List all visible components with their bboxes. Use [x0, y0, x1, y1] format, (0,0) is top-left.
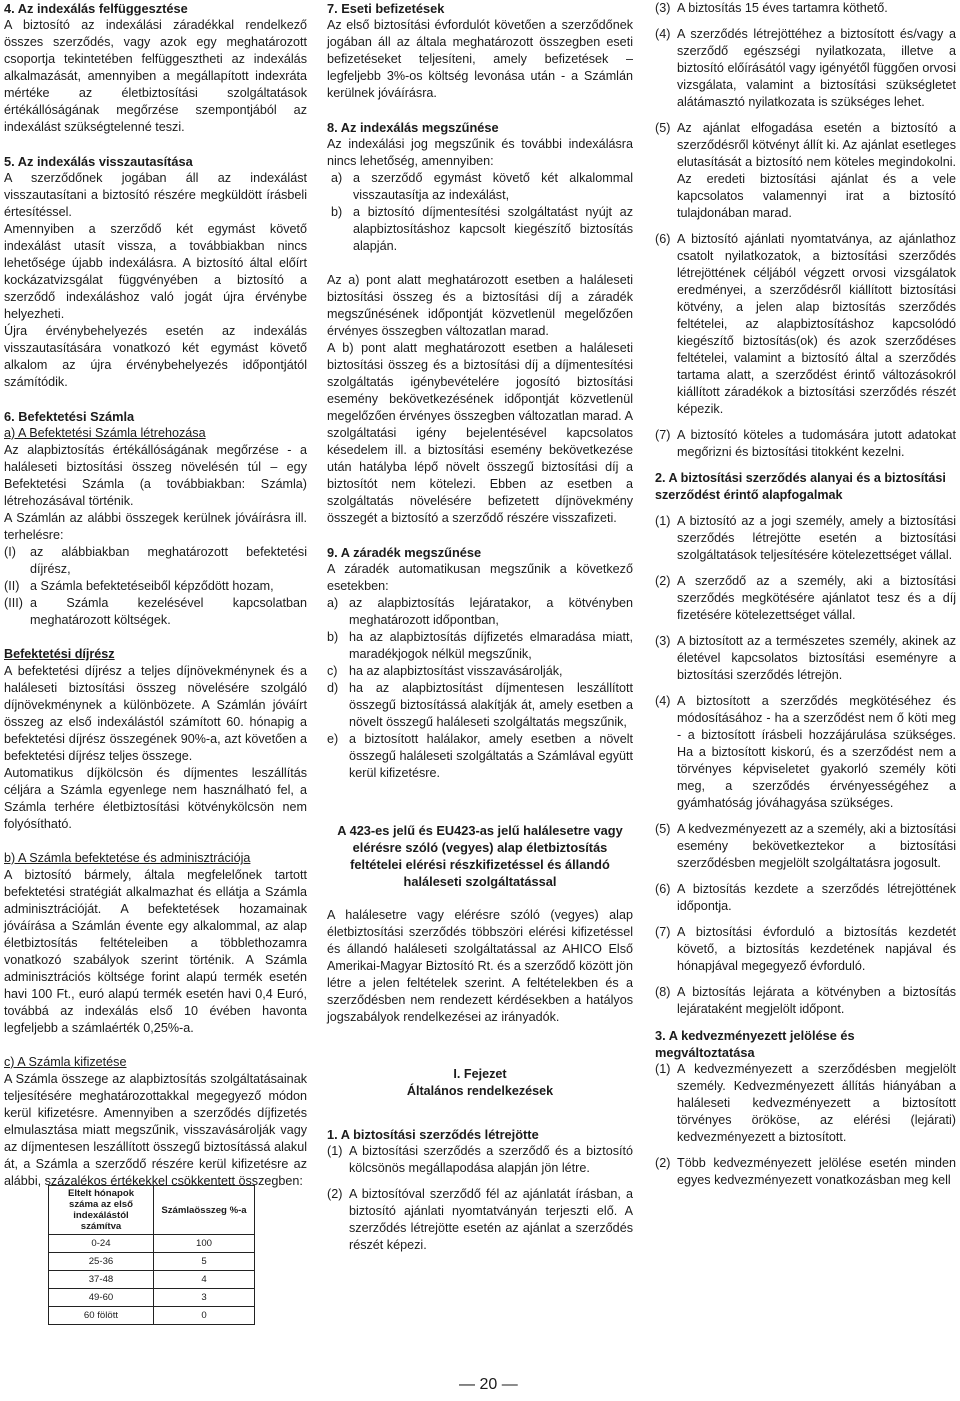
item-text: A biztosító ajánlati nyomtatványa, az ajánlathoz csatolt nyilatkozatok, a biztosítási szerződés létrejöttének céljából végzett orvosi vizsgálatok eredményei, a szerződésről kiállított biztosítási kötvény, a jelen alap biztosítás szerződés feltételei, az alapbiztosításhoz kapcsolódó kiegészítő biztosítás(ok) és azok szerződéses feltételei, valamint a biztosító által a szerződés tartama alatt, a szerződést érintő változásokról kiállított záradékok a biztosítási szerződés részét képezik.: [677, 232, 956, 416]
column-left: [4, 0, 307, 1190]
section-9-text: A záradék automatikusan megszűnik a következő esetekben:: [327, 562, 633, 593]
item-number: (3): [655, 1, 671, 15]
numbered-item: [655, 1155, 956, 1189]
item-number: (1): [655, 1062, 671, 1076]
item-number: (6): [655, 232, 671, 246]
item-text: A biztosító köteles a tudomására jutott adatokat megőrizni és biztosítási titokként kezelni.: [677, 428, 956, 459]
list-item-text: az alábbiakban meghatározott befektetési díjrész,: [30, 545, 307, 576]
section-2-list: [655, 513, 956, 1018]
list-item: [327, 731, 633, 782]
policy-intro: A halálesetre vagy elérésre szóló (vegyes) alap életbiztosítási szerződés többszöri elérési kifizetéssel és állandó haláleseti szolgáltatással az AHICO Első Amerikai-Magyar Biztosító Rt. és a szerződő között jön létre a jelen feltételek szerint. A feltételekben és a szerződésben nem rendezett kérdésekben a hatályos jogszabályok rendelkezései az irányadók.: [327, 908, 633, 1024]
list-item-text: ha az alapbiztosítást díjmentesen leszállított összegű biztosítássá alakítják át, amely esetben a növelt összegű haláleseti szolgáltatás megszűnik,: [349, 681, 633, 729]
table-row: [49, 1289, 255, 1307]
table-row: [49, 1235, 255, 1253]
numbered-item: [655, 1061, 956, 1146]
item-number: (7): [655, 925, 671, 939]
section-6b-heading: b) A Számla befektetése és adminisztrációja: [4, 851, 251, 865]
column-right: [655, 0, 956, 1189]
table-header-percent: Számlaösszeg %-a: [154, 1186, 255, 1235]
item-text: Az ajánlat elfogadása esetén a biztosító a szerződésről kötvényt állít ki. Az ajánlat esetleges elutasítását a biztosító nem köteles megindokolni. Az eredeti biztosítási ajánlat és a vele kapcsolatos valamennyi irat a biztosító tulajdonában marad.: [677, 121, 956, 220]
section-8-text-2: Az a) pont alatt meghatározott esetben a haláleseti biztosítási összeg és a biztosítási díj a záradék megszűnésének időpontját közvetlenül megelőzően érvényes összegben változatlan marad.: [327, 273, 633, 338]
item-text: A biztosítás 15 éves tartamra köthető.: [677, 1, 888, 15]
section-5-text-2: Amennyiben a szerződő két egymást követő indexálást utasít vissza, a továbbiakban nincs lehetősége újabb indexálásra. A biztosító által előírt kockázatvizsgálat függvényében a biztosító a szerződő indexáláshoz való jogát újra érvénybe helyezheti.: [4, 222, 307, 321]
list-item-label: a): [331, 171, 343, 185]
column-middle: [327, 0, 633, 1254]
section-6c-heading: c) A Számla kifizetése: [4, 1055, 127, 1069]
section-7-heading: 7. Eseti befizetések: [327, 1, 445, 16]
list-item: [4, 544, 307, 578]
item-number: (1): [327, 1144, 343, 1158]
item-text: A biztosítás kezdete a szerződés létrejöttének időpontja.: [677, 882, 956, 913]
section-8-heading: 8. Az indexálás megszűnése: [327, 120, 499, 135]
item-number: (6): [655, 882, 671, 896]
table-cell-months: 25-36: [49, 1253, 154, 1271]
item-number: (2): [655, 1156, 671, 1170]
item-text: A biztosító az a jogi személy, amely a biztosítási szerződés létrejötte esetén a biztosítási szolgáltatások teljesítésére kötelezettséget vállal.: [677, 514, 956, 562]
numbered-item: [655, 693, 956, 812]
chapter-title: Általános rendelkezések: [406, 1084, 554, 1098]
section-3-list: [655, 1061, 956, 1189]
item-text: A biztosított a szerződés megkötéséhez és módosításához - ha a szerződést nem ő köti meg - a biztosított írásbeli hozzájárulása szükséges. Ha a biztosított kiskorú, és a szerződést nem a törvényes képviseletet gyakorló személy köti meg, a szerződés érvényességéhez a gyámhatóság jóváhagyása szükséges.: [677, 694, 956, 810]
list-item-label: c): [327, 664, 338, 678]
table-cell-percent: 3: [154, 1289, 255, 1307]
item-text: A biztosítóval szerződő fél az ajánlatát írásban, a biztosító ajánlati nyomtatványán terjeszti elő. A szerződés létrejötte esetén az ajánlat a szerződés részét képezi.: [349, 1187, 633, 1252]
item-text: A szerződés létrejöttéhez a biztosított és/vagy a szerződő egészségi nyilatkozata, illetve a biztosító előírásától vagy igényétől függően orvosi vizsgálata, valamint a biztosítási szükségletet alátámasztó nyilatkozata is szükséges lehet.: [677, 27, 956, 109]
list-item: [327, 680, 633, 731]
list-item-text: a biztosító díjmentesítési szolgáltatást nyújt az alapbiztosításhoz kapcsolt kiegészítő biztosítás alapján.: [353, 205, 633, 253]
item-text: A kedvezményezett az a személy, aki a biztosítási esemény bekövetkeztekor a biztosítási szerződésben megjelölt szolgáltatásra jogosult.: [677, 822, 956, 870]
numbered-item: [655, 881, 956, 915]
deduction-table: [48, 1185, 255, 1325]
list-item-label: (I): [4, 545, 16, 559]
table-row: [49, 1271, 255, 1289]
numbered-item: [655, 120, 956, 222]
section-5-text-1: A szerződőnek jogában áll az indexálást visszautasítani a biztosító részére megküldött írásbeli értesítéssel.: [4, 171, 307, 219]
item-text: A biztosítási szerződés a szerződő és a biztosító kölcsönös megállapodása alapján jön létre.: [349, 1144, 633, 1175]
numbered-item: [655, 821, 956, 872]
numbered-item: [655, 427, 956, 461]
table-cell-percent: 5: [154, 1253, 255, 1271]
list-item-label: (II): [4, 579, 20, 593]
list-item-text: a biztosított halálakor, amely esetben a növelt összegű haláleseti szolgáltatás a Számlával együtt kerül kifizetésre.: [349, 732, 633, 780]
numbered-item: [655, 513, 956, 564]
section-4-heading: 4. Az indexálás felfüggesztése: [4, 1, 188, 16]
list-item: [4, 578, 307, 595]
item-number: (7): [655, 428, 671, 442]
section-6c-text: A Számla összege az alapbiztosítás szolgáltatásainak teljesítésére meghatározottakkal megegyező módon kerül kifizetésre. Amennyiben a szerződés díjfizetés elmulasztása miatt megszűnik, visszavásárolják vagy az díjmentesen leszállított összegű biztosítássá alakul át, a Számla a szerződő részére kerül kifizetésre az alábbi, százalékos értékekkel csökkentett összegben:: [4, 1072, 307, 1188]
page-number: — 20 —: [459, 1376, 518, 1393]
item-text: A biztosított az a természetes személy, akinek az életével kapcsolatos biztosítási eseményre a biztosítási szerződés létrejön.: [677, 634, 956, 682]
table-row: [49, 1307, 255, 1325]
section-7-text: Az első biztosítási évfordulót követően a szerződőnek jogában áll az általa meghatározott összegben eseti befizetéseket teljesíteni, amely befizetések – legfeljebb 3%-os költség levonása után - a Számlán kerülnek jóváírásra.: [327, 18, 633, 100]
list-item-text: a Számla kezelésével kapcsolatban meghatározott költségek.: [30, 596, 307, 627]
section-8-list: [327, 170, 633, 255]
table-cell-months: 60 fölött: [49, 1307, 154, 1325]
section-6a-text-2: A Számlán az alábbi összegek kerülnek jóváírásra ill. terhelésre:: [4, 511, 307, 542]
numbered-item: [655, 633, 956, 684]
table-cell-percent: 4: [154, 1271, 255, 1289]
section-9-heading: 9. A záradék megszűnése: [327, 545, 482, 560]
list-item-text: ha az alapbiztosítást visszavásárolják,: [349, 664, 563, 678]
table-cell-percent: 100: [154, 1235, 255, 1253]
section-6-heading: 6. Befektetési Számla: [4, 409, 135, 424]
section-1-heading: 1. A biztosítási szerződés létrejötte: [327, 1127, 539, 1142]
numbered-item: [655, 231, 956, 418]
list-item-label: (III): [4, 596, 23, 610]
section-5-text-3: Újra érvénybehelyezés esetén az indexálás visszautasítására vonatkozó két egymást követő alkalom az újra érvénybehelyezés időpontjától számítódik.: [4, 324, 307, 389]
chapter-label: I. Fejezet: [453, 1067, 507, 1081]
section-6a-list: [4, 544, 307, 629]
section-1-list: [327, 1143, 633, 1254]
befektetesi-dijresz-heading: Befektetési díjrész: [4, 647, 115, 661]
section-8-text-1: Az indexálási jog megszűnik és további indexálásra nincs lehetőség, amennyiben:: [327, 137, 633, 168]
item-number: (3): [655, 634, 671, 648]
befektetesi-dijresz-text-2: Automatikus díjkölcsön és díjmentes leszállítás céljára a Számla egyenlege nem használható fel, a Számla terhére életbiztosítási kötvénykölcsön nem folyósítható.: [4, 766, 307, 831]
section-1-continued-list: [655, 0, 956, 461]
numbered-item: [655, 984, 956, 1018]
item-text: A biztosítási évforduló a biztosítás kezdetét követő, a biztosítás kezdetének napjával és hónapjával megegyező évforduló.: [677, 925, 956, 973]
numbered-item: [655, 573, 956, 624]
section-5-heading: 5. Az indexálás visszautasítása: [4, 154, 193, 169]
list-item: [331, 170, 633, 204]
list-item: [327, 595, 633, 629]
section-6a-text-1: Az alapbiztosítás értékállóságának megőrzése - a haláleseti biztosítási összeg növelésén túl – egy Befektetési Számla (a továbbiakban: Számla) létrehozásával történik.: [4, 443, 307, 508]
item-text: A szerződő az a személy, aki a biztosítási szerződés megkötésére ajánlatot tesz és a díj fizetésére kötelezettséget vállal.: [677, 574, 956, 622]
list-item: [331, 204, 633, 255]
list-item: [4, 595, 307, 629]
table-cell-percent: 0: [154, 1307, 255, 1325]
section-6a-heading: a) A Befektetési Számla létrehozása: [4, 426, 206, 440]
list-item-label: b): [331, 205, 343, 219]
numbered-item: [327, 1186, 633, 1254]
table-body: [49, 1235, 255, 1325]
list-item-text: a szerződő egymást követő két alkalommal visszautasítja az indexálást,: [353, 171, 633, 202]
list-item-text: a Számla befektetéseiből képződött hozam,: [30, 579, 274, 593]
table-row: [49, 1253, 255, 1271]
item-number: (4): [655, 27, 671, 41]
numbered-item: [655, 0, 956, 17]
list-item-text: ha az alapbiztosítás díjfizetés elmaradása miatt, maradékjogok nélkül megszűnik,: [349, 630, 633, 661]
list-item-label: b): [327, 630, 339, 644]
section-6b-text: A biztosító bármely, általa megfelelőnek tartott befektetési stratégiát alkalmazhat és ellátja a Számla adminisztrációját. A befektetések hozamainak jóváírása a Számlán évente egy alkalommal, az alap életbiztosítás feltételeiben a többlethozamra vonatkozó szabályok szerint történik. A Számla adminisztrációs költsége forint alapú termék esetén havi 100 Ft., euró alapú termék esetén havi 0,4 Euró, továbbá az indexálás első 10 évében havonta legfeljebb a számlaérték 0,25%-a.: [4, 868, 307, 1035]
numbered-item: [655, 26, 956, 111]
section-3-heading: 3. A kedvezményezett jelölése és megváltoztatása: [655, 1028, 855, 1060]
list-item-label: a): [327, 596, 339, 610]
numbered-item: [327, 1143, 633, 1177]
section-2-heading: 2. A biztosítási szerződés alanyai és a biztosítási szerződést érintő alapfogalmak: [655, 471, 946, 502]
list-item: [327, 663, 633, 680]
table-cell-months: 49-60: [49, 1289, 154, 1307]
list-item-text: az alapbiztosítás lejáratakor, a kötvényben meghatározott időpontban,: [349, 596, 633, 627]
table-cell-months: 0-24: [49, 1235, 154, 1253]
table-header-months: Eltelt hónapok száma az első indexálástól számítva: [49, 1186, 154, 1235]
item-number: (4): [655, 694, 671, 708]
item-number: (2): [655, 574, 671, 588]
item-number: (8): [655, 985, 671, 999]
policy-title: A 423-es jelű és EU423-as jelű halálesetre vagy elérésre szóló (vegyes) alap életbiztosítás feltételei elérési részkifizetéssel és állandó haláleseti szolgáltatással: [337, 823, 623, 889]
table-cell-months: 37-48: [49, 1271, 154, 1289]
item-number: (5): [655, 822, 671, 836]
list-item: [327, 629, 633, 663]
item-number: (5): [655, 121, 671, 135]
befektetesi-dijresz-text-1: A befektetési díjrész a teljes díjnövekménynek és a haláleseti biztosítási összeg növelésére szolgáló díjnövekménynek a különbözete. A Számlán jóváírt összeg az első indexálástól számított 60. hónapig a befektetési díjrész összegének 90%-a, azt követően a befektetési díjrész teljes összege.: [4, 664, 307, 763]
item-text: A kedvezményezett a szerződésben megjelölt személy. Kedvezményezett állítás hiányában a haláleseti kedvezményezett a biztosított törvényes örököse, az elérési (lejárati) kedvezményezett a biztosított.: [677, 1062, 956, 1144]
list-item-label: d): [327, 681, 339, 695]
item-number: (1): [655, 514, 671, 528]
section-8-text-3: A b) pont alatt meghatározott esetben a haláleseti biztosítási összeg és a biztosítási díj a díjmentesítési szolgáltatás igénybevételére jogosító biztosítási esemény bekövetkezésének időpontját közvetlenül megelőzően érvényes összegben változatlan marad. A szolgáltatási igény bejelentésével kapcsolatos késedelem ill. a biztosítási esemény bekövetkezése után hatályba lépő növelt összegű biztosítási díj a biztosítót nem kötelezi. Ebben az esetben a szolgáltatás növelésére befizetett díjnövekmény összegét a biztosító a szerződő részére visszafizeti.: [327, 341, 633, 525]
list-item-label: e): [327, 732, 339, 746]
item-number: (2): [327, 1187, 343, 1201]
item-text: Több kedvezményezett jelölése esetén minden egyes kedvezményezett vonatkozásban meg kell: [677, 1156, 956, 1187]
numbered-item: [655, 924, 956, 975]
item-text: A biztosítás lejárata a kötvényben a biztosítás lejárataként megjelölt időpont.: [677, 985, 956, 1016]
section-4-text: A biztosító az indexálási záradékkal rendelkező összes szerződés, vagy azok egy meghatározott csoportja tekintetében felfüggesztheti az indexálás alkalmazását, amennyiben a megállapított indexráta mértéke az életbiztosítási szolgáltatások értékállóságának megőrzése szempontjából az indexálást szükségtelenné teszi.: [4, 18, 307, 134]
section-9-list: [327, 595, 633, 782]
